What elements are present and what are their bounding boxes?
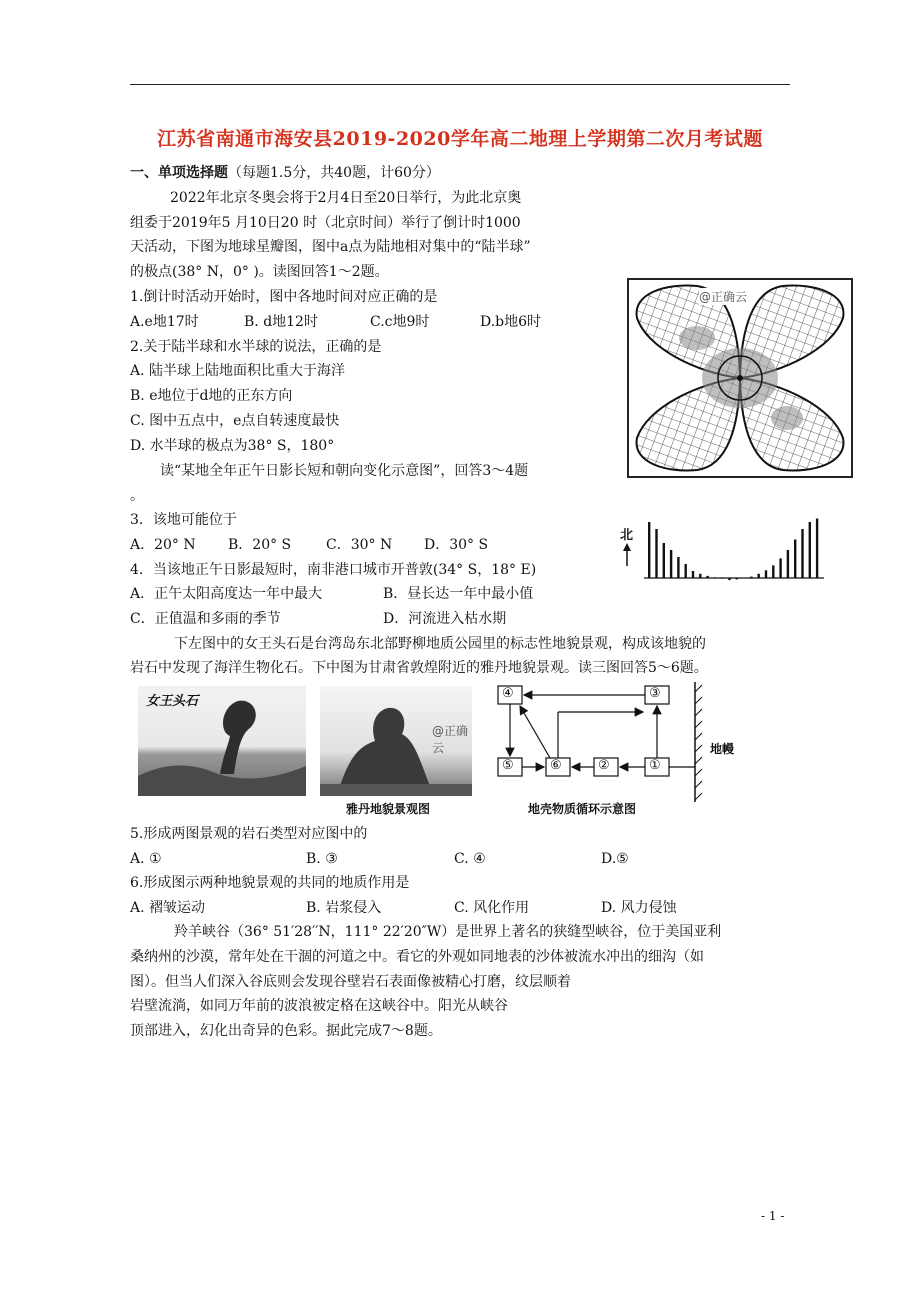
shadow-bar	[736, 578, 738, 579]
q5-stem: 5.形成两图景观的岩石类型对应图中的	[130, 826, 368, 842]
q3-stem: 3．该地可能位于	[130, 512, 237, 528]
intro1-line3: 天活动，下图为地球星瓣图，图中a点为陆地相对集中的“陆半球”	[130, 239, 531, 255]
shadow-bar	[779, 558, 781, 578]
intro4-line1: 羚羊峡谷（36° 51′28′′N，111° 22′20″W）是世界上著名的狭缝型峡谷，位于美国亚利	[174, 924, 722, 940]
intro4-line5: 顶部进入，幻化出奇异的色彩。据此完成7～8题。	[130, 1023, 442, 1039]
q5-option-d: D.⑤	[601, 851, 629, 867]
shadow-bar	[706, 576, 708, 578]
shadow-bar	[655, 529, 657, 578]
q4-stem: 4．当该地正午日影最短时，南非港口城市开普敦(34° S，18° E)	[130, 562, 537, 578]
q2-option-c: C. 图中五点中，e点自转速度最快	[130, 413, 340, 429]
q6-option-d: D. 风力侵蚀	[601, 900, 677, 916]
shadow-bar	[663, 543, 665, 578]
q2-stem: 2.关于陆半球和水半球的说法，正确的是	[130, 339, 382, 355]
shadow-bar	[728, 578, 730, 580]
shadow-bar	[692, 571, 694, 578]
q5-option-b: B. ③	[306, 851, 338, 867]
shadow-bar	[772, 565, 774, 578]
yardang-caption: 雅丹地貌景观图	[346, 802, 431, 816]
shadow-bar	[758, 574, 760, 578]
shadow-bar	[721, 578, 723, 579]
intro4-line4: 岩壁流淌，如同万年前的波浪被定格在这峡谷中。阳光从峡谷	[130, 998, 508, 1014]
q3-option-a: A．20° N	[130, 537, 196, 553]
queen-head-label: 女王头石	[146, 694, 199, 709]
yardang-photo	[320, 686, 472, 796]
cycle-node-1: ①	[649, 758, 661, 773]
cycle-caption: 地壳物质循环示意图	[528, 802, 637, 816]
north-arrow-icon	[623, 543, 631, 551]
shadow-chart-figure	[618, 510, 828, 594]
intro2-line1: 读“某地全年正午日影长短和朝向变化示意图”，回答3～4题	[160, 463, 529, 479]
cycle-node-3: ③	[649, 686, 661, 701]
q2-option-b: B. e地位于d地的正东方向	[130, 388, 293, 404]
q5-option-c: C. ④	[454, 851, 486, 867]
shadow-bar	[648, 522, 650, 578]
q2-option-a: A. 陆半球上陆地面积比重大于海洋	[130, 363, 346, 379]
cycle-node-2: ②	[598, 758, 610, 773]
north-label: 北	[620, 528, 634, 543]
queen-head-photo	[138, 686, 306, 796]
shadow-bar	[670, 550, 672, 578]
shadow-bar	[801, 529, 803, 578]
shadow-bar	[685, 564, 687, 578]
q6-option-a: A. 褶皱运动	[130, 900, 206, 916]
cycle-node-6: ⑥	[550, 758, 562, 773]
shadow-bar	[677, 557, 679, 578]
q2-option-d: D. 水半球的极点为38° S，180°	[130, 438, 335, 454]
intro1-line4: 的极点(38° N，0° )。读图回答1～2题。	[130, 264, 389, 280]
shadow-bar	[816, 519, 818, 579]
q1-option-b: B. d地12时	[244, 314, 318, 330]
q6-stem: 6.形成图示两种地貌景观的共同的地质作用是	[130, 875, 410, 891]
rock-cycle-diagram	[490, 682, 750, 822]
shadow-bar	[765, 570, 767, 578]
shadow-bar	[787, 550, 789, 578]
intro1-line1: 2022年北京冬奥会将于2月4日至20日举行，为此北京奥	[170, 190, 522, 206]
q3-option-c: C．30° N	[326, 537, 393, 553]
page-number: - 1 -	[761, 1209, 785, 1223]
mantle-label: 地幔	[710, 742, 735, 756]
shadow-bar	[714, 577, 716, 578]
intro3-line1: 下左图中的女王头石是台湾岛东北部野柳地质公园里的标志性地貌景观，构成该地貌的	[174, 636, 706, 652]
section-heading: 一、单项选择题（每题1.5分，共40题，计60分）	[130, 165, 440, 181]
intro3-line2: 岩石中发现了海洋生物化石。下中图为甘肃省敦煌附近的雅丹地貌景观。读三图回答5～6题。	[130, 660, 708, 676]
q1-option-d: D.b地6时	[480, 314, 542, 330]
page-title: 江苏省南通市海安县2019-2020学年高二地理上学期第二次月考试题	[157, 128, 763, 150]
q4-option-a: A．正午太阳高度达一年中最大	[130, 586, 323, 602]
q4-option-c: C．正值温和多雨的季节	[130, 611, 281, 627]
photo-watermark: @正确云	[432, 724, 469, 755]
q1-stem: 1.倒计时活动开始时，图中各地时间对应正确的是	[130, 289, 438, 305]
intro4-line2: 桑纳州的沙漠，常年处在干涸的河道之中。看它的外观如同地表的沙体被流水冲出的细沟（如	[130, 949, 704, 965]
petal-map-figure	[627, 278, 853, 478]
q5-option-a: A. ①	[130, 851, 162, 867]
map-watermark: @正确云	[699, 290, 748, 304]
q1-option-c: C.c地9时	[370, 314, 430, 330]
q4-option-b: B．昼长达一年中最小值	[383, 586, 534, 602]
shadow-bar	[699, 574, 701, 578]
header-rule	[130, 84, 790, 85]
shadow-bar	[750, 577, 752, 578]
intro1-line2: 组委于2019年5 月10日20 时（北京时间）举行了倒计时1000	[130, 215, 521, 231]
q6-option-c: C. 风化作用	[454, 900, 530, 916]
q1-option-a: A.e地17时	[130, 314, 199, 330]
intro2-line2: 。	[130, 488, 144, 504]
cycle-node-4: ④	[502, 686, 514, 701]
intro4-line3: 图）。但当人们深入谷底则会发现谷壁岩石表面像被精心打磨，纹层顺着	[130, 974, 571, 990]
shadow-bar	[743, 578, 745, 579]
q3-option-d: D．30° S	[424, 537, 489, 553]
cycle-node-5: ⑤	[502, 758, 514, 773]
q6-option-b: B. 岩浆侵入	[306, 900, 382, 916]
q4-option-d: D．河流进入枯水期	[383, 611, 507, 627]
shadow-bar	[794, 540, 796, 579]
shadow-bar	[809, 522, 811, 578]
q3-option-b: B．20° S	[228, 537, 292, 553]
